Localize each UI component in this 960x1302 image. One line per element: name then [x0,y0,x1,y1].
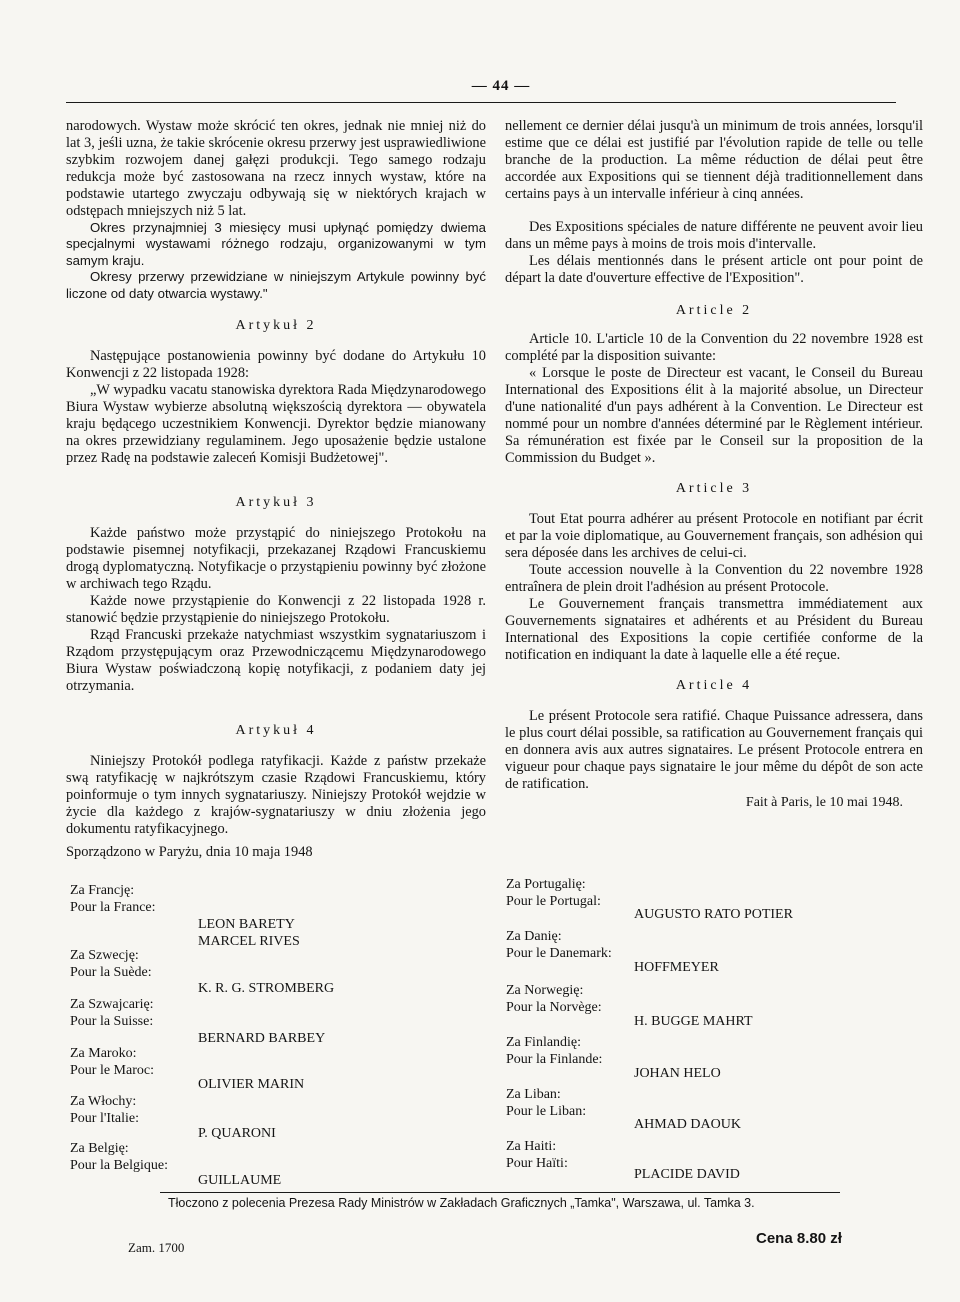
article-heading: Artykuł 3 [235,495,317,511]
signatory-label: Za Szwecję: Pour la Suède: [70,948,152,980]
paragraph: Każde państwo może przystąpić do niniejszego Protokołu na podstawie pisemnej notyfikacji, przekazanej Rządowi Francuskiemu drogą dyplomatyczną. Notyfikacje o przystąpieniu powinny być złożone w archiwach tego Rządu. [66,525,486,593]
paragraph: narodowych. Wystaw może skrócić ten okres, jednak nie mniej niż do lat 3, jeśli uzna, że takie skrócenie okresu przerwy jest usprawiedliwione szybkim rozwojem danej gałęzi produkcji. Tego samego rodzaju redukcja może być zastosowana na rzecz innych wystaw, które na podstawie utartego zwyczaju odbywają się w niektórych krajach w odstępach mniejszych niż 5 lat. [66,118,486,219]
article-heading: Article 2 [675,303,753,318]
paragraph: „W wypadku vacatu stanowiska dyrektora Rada Międzynarodowego Biura Wystaw wybierze absolutną większością dyrektora — obywatela kraju będącego uczestnikiem Konwencji. Dyrektor będzie mianowany na okres przewidziany regulaminem. Jego uposażenie będzie ustalone przez Radę na podstawie zaleceń Komisji Budżetowej". [66,382,486,467]
signatory-label: Za Portugalię: Pour le Portugal: [506,877,601,909]
paragraph: « Lorsque le poste de Directeur est vacant, le Conseil du Bureau International des Expositions élit à la majorité absolue, un Directeur d'une nationalité d'un pays adhérent à la Convention. Le Directeur est nommé pour un nombre d'années déterminé par le Règlement intérieur. Sa rémunération est fixée par le Conseil sur la proposition de la Commission du Budget ». [505,365,923,466]
order-number: Zam. 1700 [128,1240,185,1255]
article-heading: Artykuł 4 [235,723,317,739]
signatory-name: K. R. G. STROMBERG [198,981,335,996]
paragraph: Les délais mentionnés dans le présent article ont pour point de départ la date d'ouverture effective de l'Exposition". [505,253,923,286]
header-rule [66,102,896,103]
signatory-name: JOHAN HELO [634,1066,721,1081]
signatory-name: HOFFMEYER [634,960,719,975]
paragraph: Le présent Protocole sera ratifié. Chaque Puissance adressera, dans le plus court délai possible, sa ratification au Gouvernement français qui en donnera avis aux autres signataires. Le présent Protocole entrera en vigueur pour chaque pays signataire le jour même du dépôt de son acte de ratification. [505,708,923,792]
signing-place-date: Sporządzono w Paryżu, dnia 10 maja 1948 [66,844,313,861]
article-heading: Artykuł 2 [235,318,317,334]
signatory-name: LEON BARETY MARCEL RIVES [198,917,300,949]
footer-rule [160,1192,840,1193]
signatory-label: Za Maroko: Pour le Maroc: [70,1046,154,1078]
page-number: — 44 — [471,78,531,94]
article-heading: Article 3 [675,481,753,496]
paragraph: Następujące postanowienia powinny być dodane do Artykułu 10 Konwencji z 22 listopada 1928: [66,348,486,382]
paragraph: Każde nowe przystąpienie do Konwencji z 22 listopada 1928 r. stanowić będzie przystąpienie do niniejszego Protokołu. [66,593,486,627]
paragraph: Article 10. L'article 10 de la Convention du 22 novembre 1928 est complété par la disposition suivante: [505,331,923,364]
signatory-name: AHMAD DAOUK [634,1117,741,1132]
signatory-label: Za Belgię: Pour la Belgique: [70,1141,168,1173]
paragraph: Toute accession nouvelle à la Convention du 22 novembre 1928 entraînera de plein droit l'adhésion au présent Protocole. [505,562,923,595]
signing-place-date: Fait à Paris, le 10 mai 1948. [745,795,903,810]
paragraph: Le Gouvernement français transmettra immédiatement aux Gouvernements signataires et adhérents et au Président du Bureau International des Expositions la copie certifiée conforme de la notification en indiquant la date à laquelle elle a été reçue. [505,596,923,663]
signatory-label: Za Liban: Pour le Liban: [506,1087,587,1119]
paragraph: Niniejszy Protokół podlega ratyfikacji. Każde z państw przekaże swą ratyfikację w najkrótszym czasie Rządowi Francuskiemu, który poinformuje o tym innych sygnatariuszy. Niniejszy Protokół wejdzie w życie dla każdego z krajów-sygnatariuszy w dniu złożenia jego dokumentu ratyfikacyjnego. [66,753,486,838]
signatory-name: PLACIDE DAVID [634,1167,740,1182]
polish-column [66,118,486,861]
signatory-label: Za Norwegię: Pour la Norvège: [506,983,602,1015]
paragraph: Rząd Francuski przekaże natychmiast wszystkim sygnatariuszom i Rządom przystępującym oraz Przewodniczącemu Międzynarodowego Biura Wystaw poświadczoną kopię notyfikacji, z podaniem daty jej otrzymania. [66,627,486,695]
paragraph: Okres przynajmniej 3 miesięcy musi upłynąć pomiędzy dwiema specjalnymi wystawami różnego rodzaju, organizowanymi w tym samym kraju. [66,220,486,268]
french-column [505,118,923,811]
paragraph: Des Expositions spéciales de nature différente ne peuvent avoir lieu dans un même pays à moins de trois mois d'intervalle. [505,219,923,252]
paragraph: nellement ce dernier délai jusqu'à un minimum de trois années, lorsqu'il estime que ce délai est justifié par l'évolution rapide de telle ou telle branche de la production. La même réduction de délai peut être accordée aux Expositions qui se tiennent déjà traditionnellement dans certains pays à un intervalle inférieur à cinq années. [505,118,923,202]
printer-imprint: Tłoczono z polecenia Prezesa Rady Ministrów w Zakładach Graficznych „Tamka", Warszawa, ul. Tamka 3. [168,1196,755,1210]
article-heading: Article 4 [675,678,753,693]
signatory-name: P. QUARONI [198,1126,276,1141]
signatory-name: H. BUGGE MAHRT [634,1014,753,1029]
signatory-label: Za Francję: Pour la France: [70,883,156,915]
signatory-label: Za Danię: Pour le Danemark: [506,929,612,961]
signatory-label: Za Finlandię: Pour la Finlande: [506,1035,603,1067]
signatory-label: Za Włochy: Pour l'Italie: [70,1094,140,1126]
signatory-name: AUGUSTO RATO POTIER [634,907,793,922]
price: Cena 8.80 zł [756,1230,842,1247]
signatory-name: OLIVIER MARIN [198,1077,305,1092]
signatory-name: GUILLAUME [198,1173,282,1188]
signatory-label: Za Haiti: Pour Haïti: [506,1139,568,1171]
signatory-name: BERNARD BARBEY [198,1031,326,1046]
paragraph: Tout Etat pourra adhérer au présent Protocole en notifiant par écrit et par la voie diplomatique, au Gouvernement français, son adhésion qui sera déposée dans les archives de celui-ci. [505,511,923,561]
paragraph: Okresy przerwy przewidziane w niniejszym Artykule powinny być liczone od daty otwarcia wystawy." [66,269,486,301]
signatory-label: Za Szwajcarię: Pour la Suisse: [70,997,154,1029]
